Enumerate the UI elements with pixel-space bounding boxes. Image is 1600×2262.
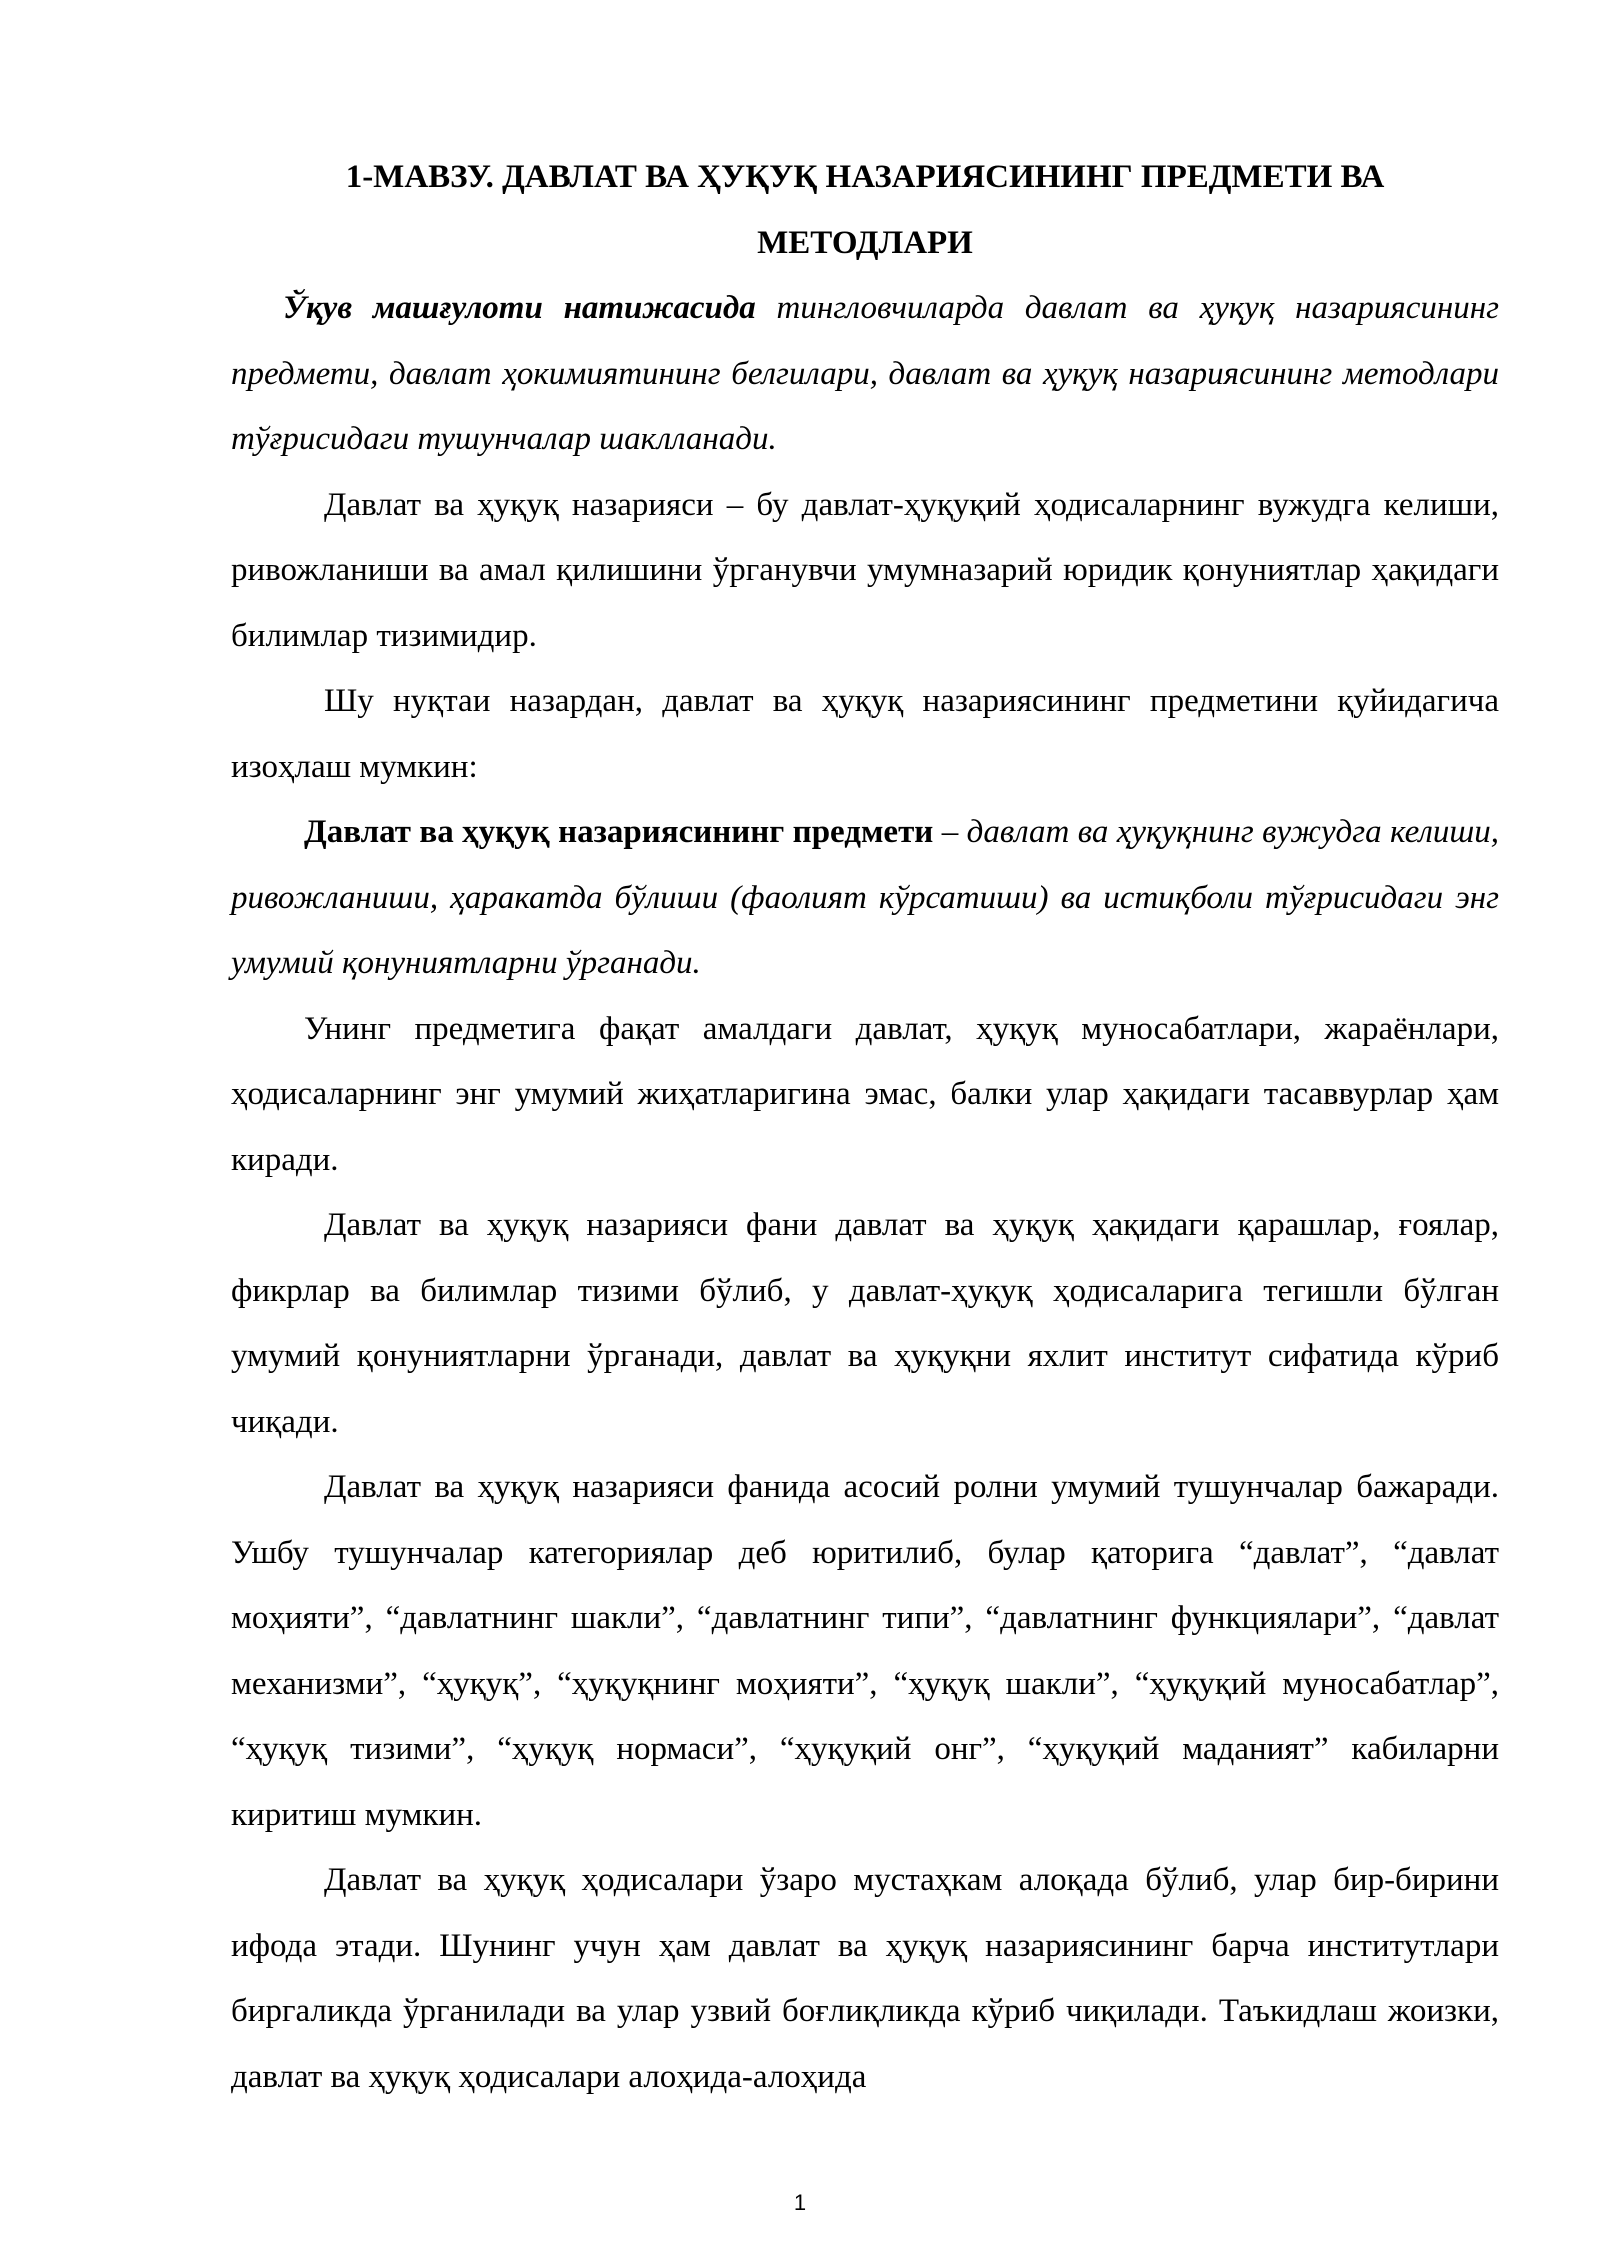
science-paragraph: Давлат ва ҳуқуқ назарияси фани давлат ва ҳуқуқ ҳақидаги қарашлар, ғоялар, фикрлар ва билимлар тизими бўлиб, у давлат-ҳуқуқ ҳодисаларига тегишли бўлган умумий қонуниятларни ўрганади, давлат ва ҳуқуқни яхлит институт сифатида кўриб чиқади. [231,1207,1499,1440]
subject-definition-paragraph [231,800,1499,997]
interrelation-paragraph: Давлат ва ҳуқуқ ҳодисалари ўзаро мустаҳкам алоқада бўлиб, улар бир-бирини ифода этади. Шунинг учун ҳам давлат ва ҳуқуқ назариясининг барча институтлари биргаликда ўрганилади ва улар узвий боғлиқликда кўриб чиқилади. Таъкидлаш жоизки, давлат ва ҳуқуқ ҳодисалари алоҳида-алоҳида [231,1862,1499,2095]
intro-paragraph: Шу нуқтаи назардан, давлат ва ҳуқуқ назариясининг предметини қуйидагича изоҳлаш мумкин: [231,683,1499,785]
page-content [231,145,1499,2110]
learning-outcome-paragraph [231,276,1499,473]
page-title: 1-МАВЗУ. ДАВЛАТ ВА ҲУҚУҚ НАЗАРИЯСИНИНГ ПРЕДМЕТИ ВА МЕТОДЛАРИ [345,159,1385,261]
learning-outcome-lead: Ўқув машғулоти натижасида [283,290,756,326]
subject-definition-text: давлат ва ҳуқуқнинг вужудга келиши, ривожланиши, ҳаракатда бўлиши (фаолият кўрсатиши) ва истиқболи тўғрисидаги энг умумий қонуниятларни ўрганади. [231,814,1499,981]
definition-paragraph: Давлат ва ҳуқуқ назарияси – бу давлат-ҳуқуқий ҳодисаларнинг вужудга келиши, ривожланиши ва амал қилишини ўрганувчи умумназарий юридик қонуниятлар ҳақидаги билимлар тизимидир. [231,486,1499,654]
subject-scope-paragraph: Унинг предметига фақат амалдаги давлат, ҳуқуқ муносабатлари, жараёнлари, ҳодисаларнинг энг умумий жиҳатларигина эмас, балки улар ҳақидаги тасаввурлар ҳам киради. [231,1010,1499,1178]
subject-term: Давлат ва ҳуқуқ назариясининг предмети [304,814,934,850]
page-number: 1 [793,2190,807,2215]
learning-outcome-text: тингловчиларда давлат ва ҳуқуқ назариясининг предмети, давлат ҳокимиятининг белгилари, давлат ва ҳуқуқ назариясининг методлари тўғрисидаги тушунчалар шаклланади. [231,290,1499,457]
subject-dash: – [933,814,967,850]
categories-paragraph: Давлат ва ҳуқуқ назарияси фанида асосий ролни умумий тушунчалар бажаради. Ушбу тушунчалар категориялар деб юритилиб, булар қаторига “давлат”, “давлат моҳияти”, “давлатнинг шакли”, “давлатнинг типи”, “давлатнинг функциялари”, “давлат механизми”, “ҳуқуқ”, “ҳуқуқнинг моҳияти”, “ҳуқуқ шакли”, “ҳуқуқий муносабатлар”, “ҳуқуқ тизими”, “ҳуқуқ нормаси”, “ҳуқуқий онг”, “ҳуқуқий маданият” кабиларни киритиш мумкин. [231,1469,1499,1833]
